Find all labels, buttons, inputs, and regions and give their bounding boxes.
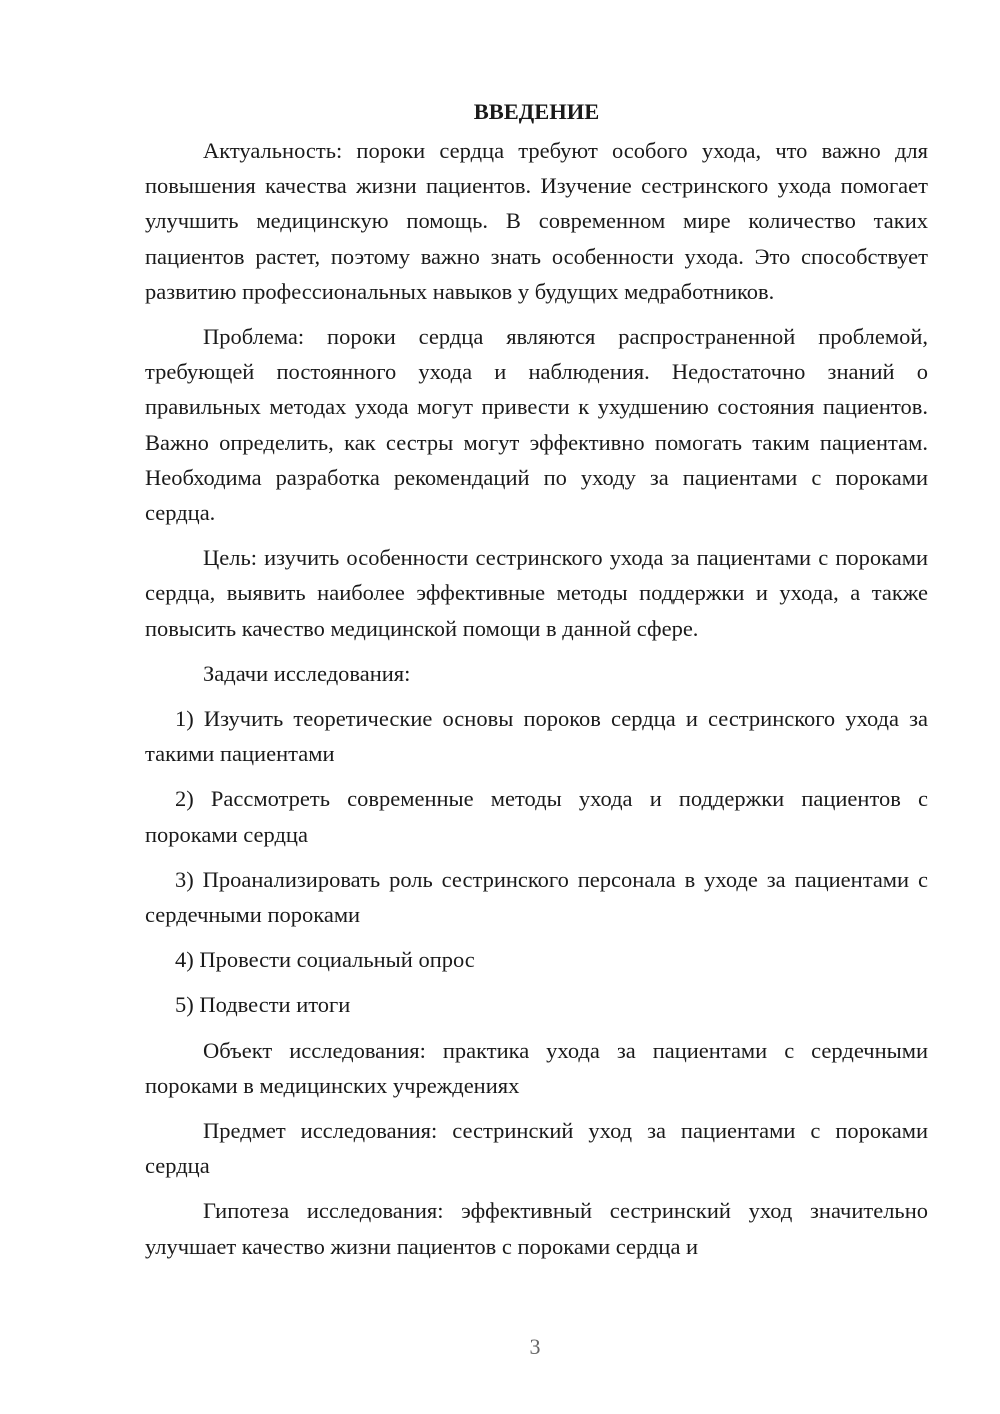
task-item: 4) Провести социальный опрос — [175, 947, 475, 973]
paragraph-hypothesis: Гипотеза исследования: эффективный сестринский уход значительно улучшает качество жизни пациентов с пороками сердца и — [145, 1198, 928, 1259]
task-item: 1) Изучить теоретические основы пороков сердца и сестринского ухода за такими пациентами — [145, 706, 928, 767]
section-title: ВВЕДЕНИЕ — [473, 99, 600, 124]
page-number: 3 — [529, 1334, 541, 1359]
paragraph-tasks-heading: Задачи исследования: — [203, 660, 411, 686]
paragraph-object: Объект исследования: практика ухода за пациентами с сердечными пороками в медицинских учреждениях — [145, 1037, 928, 1098]
paragraph-subject: Предмет исследования: сестринский уход за пациентами с пороками сердца — [145, 1118, 928, 1179]
paragraph-goal: Цель: изучить особенности сестринского ухода за пациентами с пороками сердца, выявить наиболее эффективные методы поддержки и ухода, а также повысить качество медицинской помощи в данной сфере. — [145, 545, 928, 641]
document-body — [145, 94, 928, 1274]
task-item: 3) Проанализировать роль сестринского персонала в уходе за пациентами с сердечными пороками — [145, 866, 928, 928]
paragraph-relevance: Актуальность: пороки сердца требуют особого ухода, что важно для повышения качества жизни пациентов. Изучение сестринского ухода помогает улучшить медицинскую помощь. В современном мире количество таких пациентов растет, поэтому важно знать особенности ухода. Это способствует развитию профессиональных навыков у будущих медработников. — [145, 138, 928, 304]
task-item: 2) Рассмотреть современные методы ухода и поддержки пациентов с пороками сердца — [145, 786, 928, 847]
paragraph-problem: Проблема: пороки сердца являются распространенной проблемой, требующей постоянного ухода и наблюдения. Недостаточно знаний о правильных методах ухода могут привести к ухудшению состояния пациентов. Важно определить, как сестры могут эффективно помогать таким пациентам. Необходима разработка рекомендаций по уходу за пациентами с пороками сердца. — [145, 324, 928, 526]
task-item: 5) Подвести итоги — [175, 992, 351, 1018]
